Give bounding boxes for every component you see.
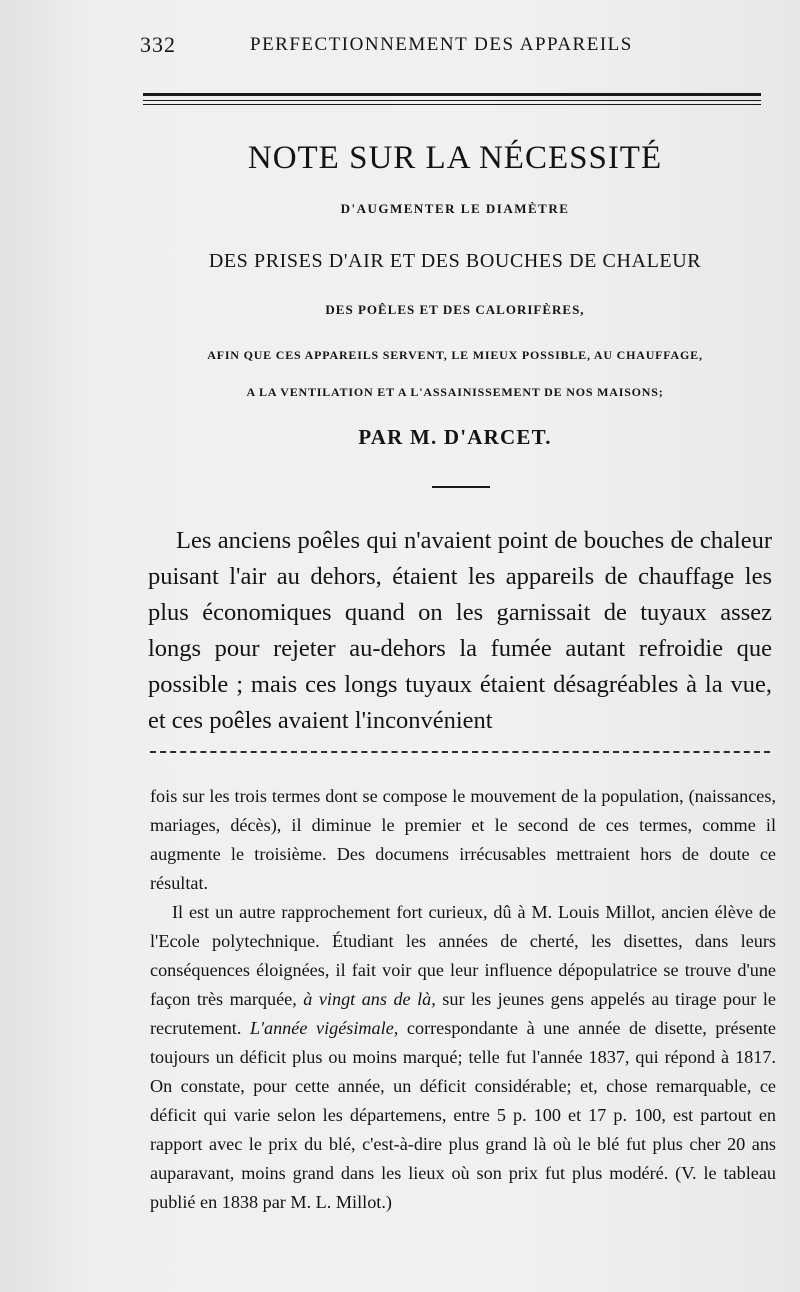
title-line: A LA VENTILATION ET A L'ASSAINISSEMENT DE NOS MAISONS; — [246, 385, 664, 399]
footnote-italic-text: L'année vigésimale, — [249, 1018, 399, 1038]
running-head — [140, 32, 760, 62]
author-line: PAR M. D'ARCET. — [358, 425, 552, 449]
title-separator-rule — [432, 486, 490, 488]
footnote-paragraph: fois sur les trois termes dont se compose le mouvement de la population, (naissances, mariages, décès), il diminue le premier et le second de ces termes, comme il augmente le troisième. Des documens irrécusables mettraient hors de doute ce résultat. — [150, 786, 776, 893]
title-line: D'AUGMENTER LE DIAMÈTRE — [340, 201, 570, 216]
header-rule — [143, 104, 761, 105]
footnote — [150, 782, 776, 1217]
title-line: DES POÊLES ET DES CALORIFÈRES, — [325, 302, 585, 317]
header-rule — [143, 93, 761, 96]
footnote-paragraph — [150, 898, 776, 1217]
article-title: NOTE SUR LA NÉCESSITÉ — [247, 140, 663, 176]
running-title: PERFECTIONNEMENT DES APPAREILS — [250, 34, 633, 55]
header-rule — [143, 100, 761, 101]
footnote-text: Il est un autre rapprochement fort curieux, dû à M. Louis Millot, ancien élève de l'Ecole polytechnique. Étudiant les années de cherté, les disettes, dans leurs conséquences éloignées, il fait voir que leur influence dépopulatrice se trouve d'une façon très marquée, — [150, 902, 776, 1009]
footnote-italic-text: à vingt ans de là, — [303, 989, 436, 1009]
title-line: DES PRISES D'AIR ET DES BOUCHES DE CHALEUR — [208, 250, 702, 272]
footnote-text: correspondante à une année de disette, présente toujours un déficit plus ou moins marqué; telle fut l'année 1837, qui répond à 1817. On constate, pour cette année, un déficit considérable; et, chose remarquable, ce déficit qui varie selon les départemens, entre 5 p. 100 et 17 p. 100, est partout en rapport avec le prix du blé, c'est-à-dire plus grand là où le blé fut plus cher 20 ans auparavant, moins grand dans les lieux où son prix fut plus modéré. (V. le tableau publié en 1838 par M. L. Millot.) — [150, 1018, 777, 1212]
page-number: 332 — [140, 32, 176, 57]
title-line: AFIN QUE CES APPAREILS SERVENT, LE MIEUX POSSIBLE, AU CHAUFFAGE, — [207, 348, 703, 362]
footnote-text: sur les jeunes gens appelés au tirage pour le recrutement. — [150, 989, 776, 1038]
body-paragraph: Les anciens poêles qui n'avaient point de bouches de chaleur puisant l'air au dehors, étaient les appareils de chauffage les plus économiques quand on les garnissait de tuyaux assez longs pour rejeter au-dehors la fumée autant refroidie que possible ; mais ces longs tuyaux étaient désagréables à la vue, et ces poêles avaient l'inconvénient — [148, 527, 772, 734]
footnote-rule — [150, 751, 770, 753]
